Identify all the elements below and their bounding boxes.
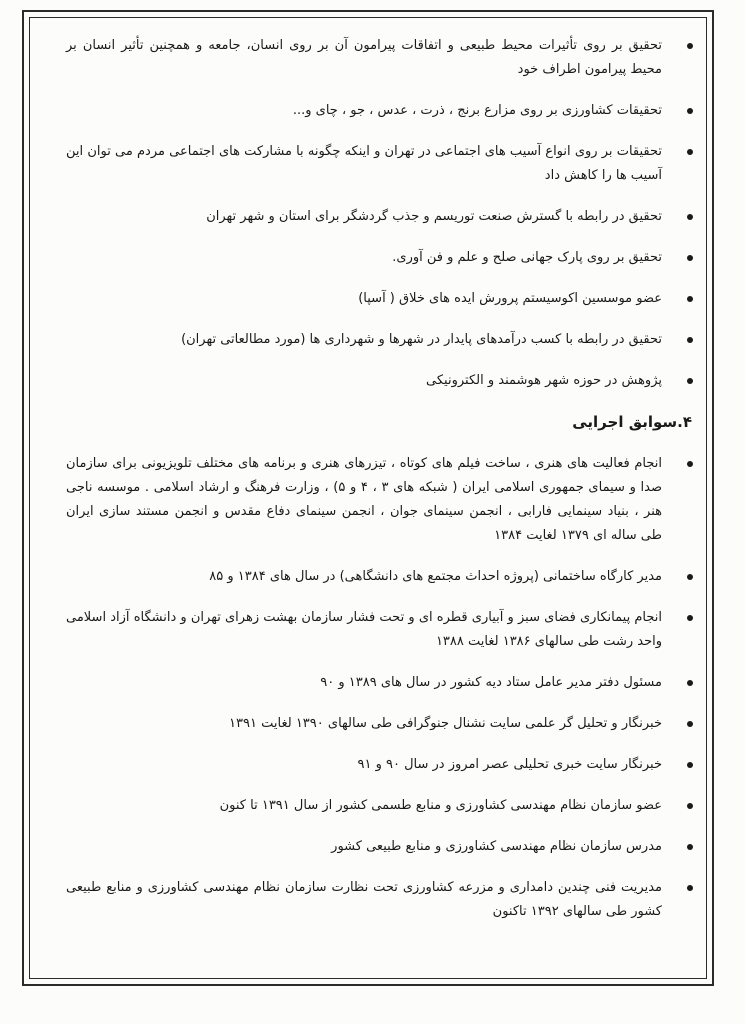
bullet-icon xyxy=(687,721,693,727)
bullet-icon xyxy=(687,337,693,343)
bullet-icon xyxy=(687,461,693,467)
bullet-icon xyxy=(687,885,693,891)
bullet-icon xyxy=(687,43,693,49)
bullet-icon xyxy=(687,255,693,261)
bullet-icon xyxy=(687,108,693,114)
list-item xyxy=(66,287,662,311)
bullet-icon xyxy=(687,574,693,580)
bullet-icon xyxy=(687,214,693,220)
list-item xyxy=(66,794,662,818)
bullet-icon xyxy=(687,680,693,686)
list-item-text: تحقیقات بر روی انواع آسیب های اجتماعی در تهران و اینکه چگونه با مشارکت های اجتماعی مردم می توان این آسیب ها را کاهش داد xyxy=(66,144,662,183)
list-item-text: مدرس سازمان نظام مهندسی کشاورزی و منابع طبیعی کشور xyxy=(331,839,662,854)
list-item xyxy=(66,140,662,188)
bullet-icon xyxy=(687,844,693,850)
list-item xyxy=(66,835,662,859)
list-item xyxy=(66,671,662,695)
list-item xyxy=(66,712,662,736)
research-list xyxy=(66,34,662,393)
list-item-text: مدیریت فنی چندین دامداری و مزرعه کشاورزی تحت نظارت سازمان نظام مهندسی کشاورزی و منابع طبیعی کشور طی سالهای ۱۳۹۲ تاکنون xyxy=(66,880,662,919)
list-item-text: پژوهش در حوزه شهر هوشمند و الکترونیکی xyxy=(426,373,662,388)
bullet-icon xyxy=(687,378,693,384)
document-content xyxy=(66,34,692,941)
bullet-icon xyxy=(687,762,693,768)
list-item xyxy=(66,565,662,589)
list-item xyxy=(66,876,662,924)
list-item-text: تحقیق بر روی پارک جهانی صلح و علم و فن آوری. xyxy=(392,250,662,265)
list-item-text: انجام فعالیت های هنری ، ساخت فیلم های کوتاه ، تیزرهای هنری و برنامه های مختلف تلویزیونی برای سازمان صدا و سیمای جمهوری اسلامی ایران ( شبکه های ۳ ، ۴ و ۵) ، وزارت فرهنگ و ارشاد اسلامی . موسسه ناجی هنر ، بنیاد سینمایی فارابی ، انجمن سینمای جوان ، انجمن سینمای دفاع مقدس و انجمن مستند سازی ایران طی ساله ای ۱۳۷۹ لغایت ۱۳۸۴ xyxy=(66,456,662,543)
list-item-text: تحقیقات کشاورزی بر روی مزارع برنج ، ذرت ، عدس ، جو ، چای و... xyxy=(292,103,662,118)
list-item-text: عضو موسسین اکوسیستم پرورش ایده های خلاق ( آسپا) xyxy=(358,291,662,306)
list-item xyxy=(66,753,662,777)
list-item xyxy=(66,328,662,352)
list-item xyxy=(66,606,662,654)
list-item-text: مدیر کارگاه ساختمانی (پروژه احداث مجتمع های دانشگاهی) در سال های ۱۳۸۴ و ۸۵ xyxy=(209,569,662,584)
bullet-icon xyxy=(687,803,693,809)
list-item xyxy=(66,205,662,229)
executive-list xyxy=(66,452,662,924)
bullet-icon xyxy=(687,296,693,302)
section-heading: ۴.سوابق اجرایی xyxy=(572,413,692,431)
list-item xyxy=(66,452,662,548)
list-item xyxy=(66,246,662,270)
list-item-text: مسئول دفتر مدیر عامل ستاد دیه کشور در سال های ۱۳۸۹ و ۹۰ xyxy=(320,675,662,690)
list-item-text: خبرنگار و تحلیل گر علمی سایت نشنال جنوگرافی طی سالهای ۱۳۹۰ لغایت ۱۳۹۱ xyxy=(229,716,662,731)
list-item-text: خبرنگار سایت خبری تحلیلی عصر امروز در سال ۹۰ و ۹۱ xyxy=(357,757,662,772)
bullet-icon xyxy=(687,615,693,621)
list-item xyxy=(66,34,662,82)
list-item-text: تحقیق در رابطه با گسترش صنعت توریسم و جذب گردشگر برای استان و شهر تهران xyxy=(206,209,662,224)
bullet-icon xyxy=(687,149,693,155)
list-item-text: عضو سازمان نظام مهندسی کشاورزی و منابع طسمی کشور از سال ۱۳۹۱ تا کنون xyxy=(219,798,662,813)
list-item xyxy=(66,99,662,123)
list-item-text: تحقیق بر روی تأثیرات محیط طبیعی و اتفاقات پیرامون آن بر روی انسان، جامعه و همچنین تأثیر انسان بر محیط پیرامون اطراف خود xyxy=(66,38,662,77)
list-item-text: انجام پیمانکاری فضای سبز و آبیاری قطره ای و تحت فشار سازمان بهشت زهرای تهران و دانشگاه آزاد اسلامی واحد رشت طی سالهای ۱۳۸۶ لغایت ۱۳۸۸ xyxy=(66,610,662,649)
list-item-text: تحقیق در رابطه با کسب درآمدهای پایدار در شهرها و شهرداری ها (مورد مطالعاتی تهران) xyxy=(181,332,662,347)
list-item xyxy=(66,369,662,393)
